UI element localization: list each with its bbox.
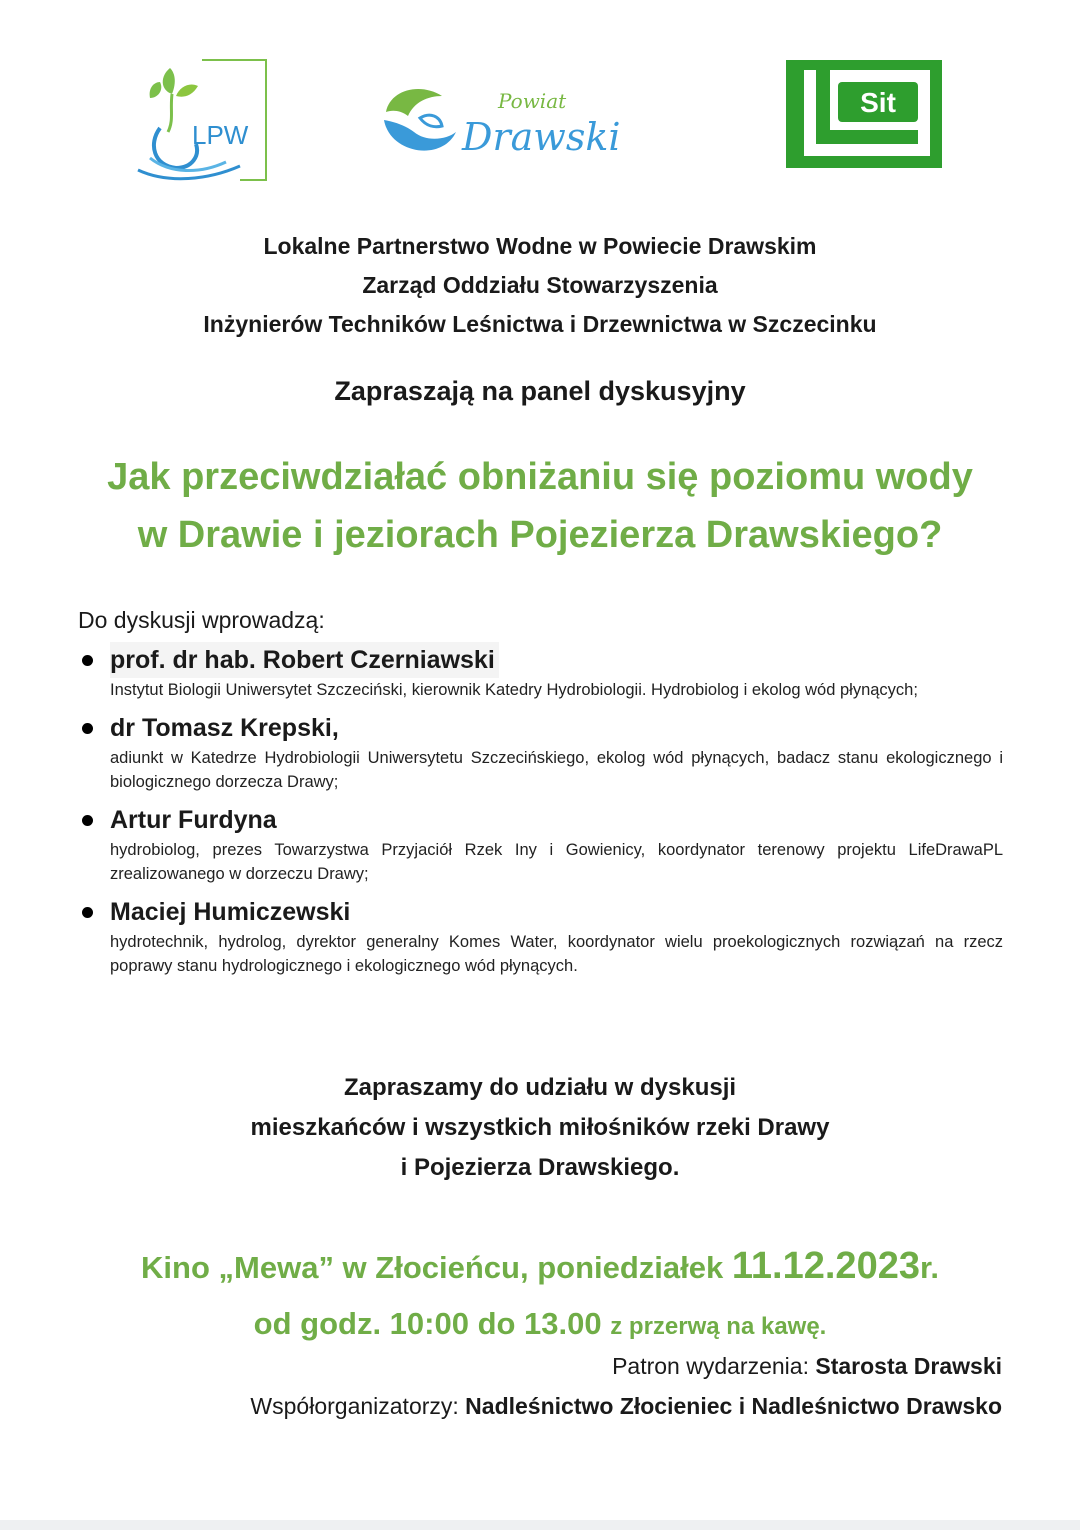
invite-line: Zapraszają na panel dyskusyjny	[334, 376, 746, 406]
lpw-logo-text: LPW	[192, 120, 249, 150]
powiat-drawski-logo	[380, 76, 620, 168]
event-headline	[0, 448, 1080, 564]
speakers-intro: Do dyskusji wprowadzą:	[78, 607, 325, 633]
powiat-logo-top-text: Powiat	[498, 89, 567, 113]
patron-block	[250, 1346, 1002, 1426]
speaker-item	[78, 710, 1003, 794]
speaker-name: Artur Furdyna	[110, 806, 277, 834]
speaker-name: Maciej Humiczewski	[110, 898, 351, 926]
organizer-line: Zarząd Oddziału Stowarzyszenia	[362, 272, 718, 298]
speaker-description: hydrotechnik, hydrolog, dyrektor generalny Komes Water, koordynator wielu proekologicznych rozwiązań na rzecz poprawy stanu hydrologicznego i ekologicznego wód płynących.	[110, 933, 1003, 975]
venue-info	[0, 1238, 1080, 1355]
call-line: i Pojezierza Drawskiego.	[400, 1154, 680, 1181]
organizers-block	[0, 227, 1080, 344]
break-note: z przerwą na kawę.	[610, 1313, 827, 1340]
bullet-icon	[82, 907, 93, 918]
speakers-list	[78, 642, 1003, 986]
speaker-description: hydrobiolog, prezes Towarzystwa Przyjaciół Rzek Iny i Gowienicy, koordynator terenowy projektu LifeDrawaPL zrealizowanego w dorzeczu Drawy;	[110, 841, 1003, 883]
organizer-line: Lokalne Partnerstwo Wodne w Powiecie Drawskim	[263, 233, 817, 259]
coorganizers-label: Współorganizatorzy:	[250, 1393, 466, 1419]
bullet-icon	[82, 655, 93, 666]
call-line: Zapraszamy do udziału w dyskusji	[343, 1074, 737, 1101]
date-suffix: r.	[919, 1250, 939, 1285]
headline-line: w Drawie i jeziorach Pojezierza Drawskiego?	[137, 514, 943, 556]
speaker-item	[78, 642, 1003, 702]
coorganizers-value: Nadleśnictwo Złocieniec i Nadleśnictwo Drawsko	[465, 1393, 1002, 1419]
headline-line: Jak przeciwdziałać obniżaniu się poziomu wody	[107, 456, 973, 498]
powiat-logo-bottom-text: Drawski	[462, 115, 620, 159]
venue-place: Kino „Mewa” w Złocieńcu, poniedziałek	[141, 1250, 732, 1285]
call-line: mieszkańców i wszystkich miłośników rzeki Drawy	[250, 1114, 830, 1141]
speaker-description: Instytut Biologii Uniwersytet Szczeciński, kierownik Katedry Hydrobiologii. Hydrobiolog i ekolog wód płynących;	[110, 681, 918, 699]
speaker-name: prof. dr hab. Robert Czerniawski	[110, 642, 499, 678]
organizer-line: Inżynierów Techników Leśnictwa i Drzewnictwa w Szczecinku	[203, 311, 877, 337]
bullet-icon	[82, 815, 93, 826]
patron-value: Starosta Drawski	[815, 1353, 1002, 1379]
speaker-name: dr Tomasz Krepski,	[110, 714, 339, 742]
invitation-call	[0, 1068, 1080, 1188]
event-date: 11.12.2023	[731, 1245, 920, 1287]
event-time: od godz. 10:00 do 13.00	[253, 1306, 611, 1341]
speaker-description: adiunkt w Katedrze Hydrobiologii Uniwersytetu Szczecińskiego, ekolog wód płynących, badacz stanu ekologicznego i biologicznego dorzecza Drawy;	[110, 749, 1003, 791]
speaker-item	[78, 894, 1003, 978]
sit-logo-text: Sit	[860, 87, 896, 118]
sit-logo	[786, 60, 942, 168]
bottom-strip	[0, 1520, 1080, 1530]
patron-label: Patron wydarzenia:	[612, 1353, 816, 1379]
speaker-item	[78, 802, 1003, 886]
patron-line	[250, 1346, 1002, 1386]
bullet-icon	[82, 723, 93, 734]
coorganizers-line	[250, 1386, 1002, 1426]
venue-line	[0, 1238, 1080, 1296]
lpw-logo	[130, 58, 270, 183]
